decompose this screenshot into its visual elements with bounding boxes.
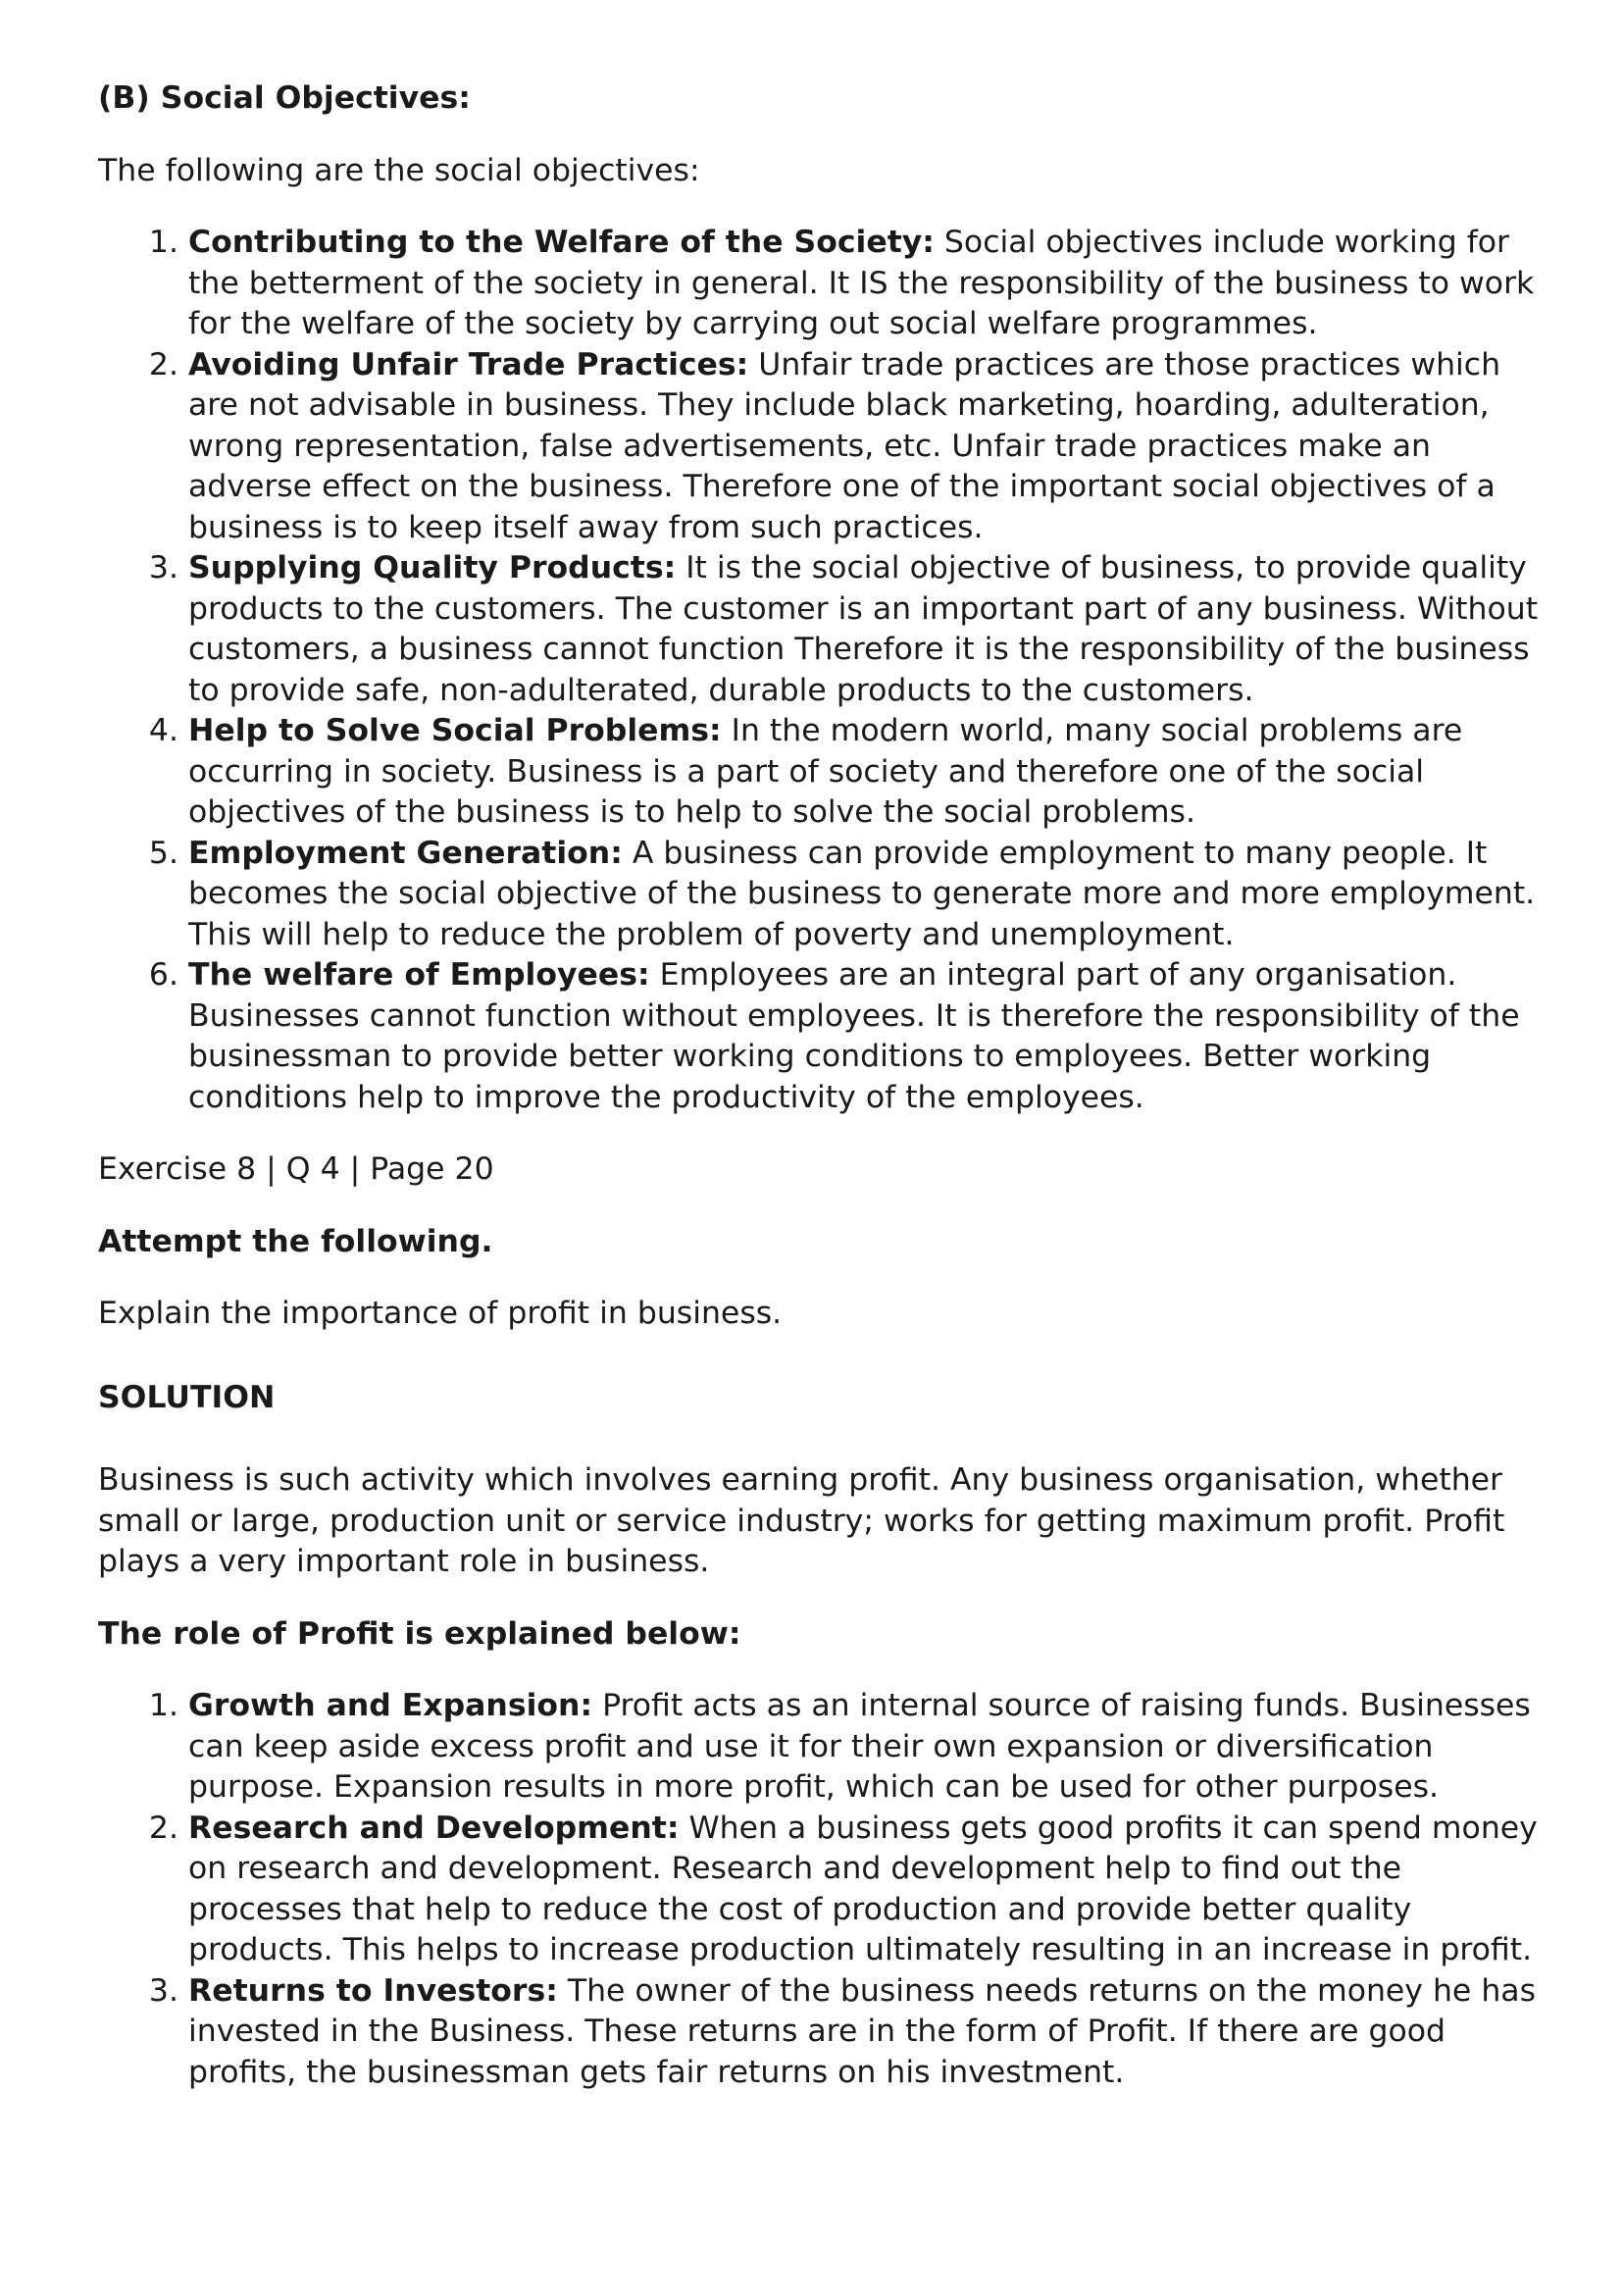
profit-role-heading: The role of Profit is explained below: — [98, 1615, 741, 1652]
list-item-term: Growth and Expansion: — [188, 1688, 593, 1723]
section-heading: (B) Social Objectives: — [98, 80, 471, 116]
list-item-text: In the modern world, many social problems are occurring in society. Business is a part of society and therefore one of the social objectives of the business is to help to solve the social problems. — [188, 713, 1463, 830]
list-item-text: A business can provide employment to many people. It becomes the social objective of the business to generate more and more employment. This will help to reduce the problem of poverty and unemployment. — [188, 835, 1536, 952]
list-item-text: The owner of the business needs returns on the money he has invested in the Business. These returns are in the form of Profit. If there are good profits, the businessman gets fair returns on his investment. — [188, 1972, 1536, 2090]
list-item-term: Employment Generation: — [188, 835, 623, 871]
list-item-text: Profit acts as an internal source of raising funds. Businesses can keep aside excess profit and use it for their own expansion or diversification purpose. Expansion results in more profit, which can be used for other purposes. — [188, 1688, 1531, 1805]
exercise-reference: Exercise 8 | Q 4 | Page 20 — [98, 1151, 494, 1187]
list-item — [188, 1686, 1540, 1809]
social-objectives-list — [98, 223, 1540, 1118]
list-item-text: It is the social objective of business, to provide quality products to the customers. The customer is an important part of any business. Without customers, a business cannot function Therefore it is the responsibility of the business to provide safe, non-adulterated, durable products to the customers. — [188, 550, 1539, 708]
solution-heading: SOLUTION — [98, 1379, 276, 1415]
list-item-term: Returns to Investors: — [188, 1972, 558, 2009]
profit-roles-list — [98, 1686, 1540, 2093]
list-item-term: Avoiding Unfair Trade Practices: — [188, 346, 749, 383]
list-item — [188, 1971, 1540, 2094]
list-item — [188, 548, 1540, 711]
list-item-term: Supplying Quality Products: — [188, 550, 677, 586]
list-item — [188, 223, 1540, 345]
list-item-term: Help to Solve Social Problems: — [188, 713, 722, 748]
list-item-text: Social objectives include working for the betterment of the society in general. It IS the responsibility of the business to work for the welfare of the society by carrying out social welfare programmes. — [188, 225, 1535, 341]
list-item — [188, 834, 1540, 956]
list-item-text: When a business gets good profits it can spend money on research and development. Research and development help to find out the processes that help to reduce the cost of production and provide better quality products. This helps to increase production ultimately resulting in an increase in profit. — [188, 1810, 1538, 1967]
list-item — [188, 711, 1540, 834]
exercise-instruction: Attempt the following. — [98, 1223, 493, 1259]
document-page — [98, 78, 1540, 2093]
list-item — [188, 1809, 1540, 1971]
list-item-term: Contributing to the Welfare of the Society: — [188, 225, 935, 260]
list-item — [188, 955, 1540, 1118]
solution-paragraph: Business is such activity which involves earning profit. Any business organisation, whether small or large, production unit or service industry; works for getting maximum profit. Profit plays a very important role in business. — [98, 1462, 1505, 1579]
list-item-term: Research and Development: — [188, 1810, 680, 1846]
list-item-text: Employees are an integral part of any organisation. Businesses cannot function without employees. It is therefore the responsibility of the businessman to provide better working conditions to employees. Better working conditions help to improve the productivity of the employees. — [188, 957, 1520, 1115]
list-item-term: The welfare of Employees: — [188, 957, 650, 993]
list-item — [188, 345, 1540, 549]
list-item-text: Unfair trade practices are those practices which are not advisable in business. They include black marketing, hoarding, adulteration, wrong representation, false advertisements, etc. Unfair trade practices make an adverse effect on the business. Therefore one of the important social objectives of a business is to keep itself away from such practices. — [188, 346, 1501, 545]
question-text: Explain the importance of profit in business. — [98, 1296, 783, 1331]
section-intro: The following are the social objectives: — [98, 152, 700, 188]
